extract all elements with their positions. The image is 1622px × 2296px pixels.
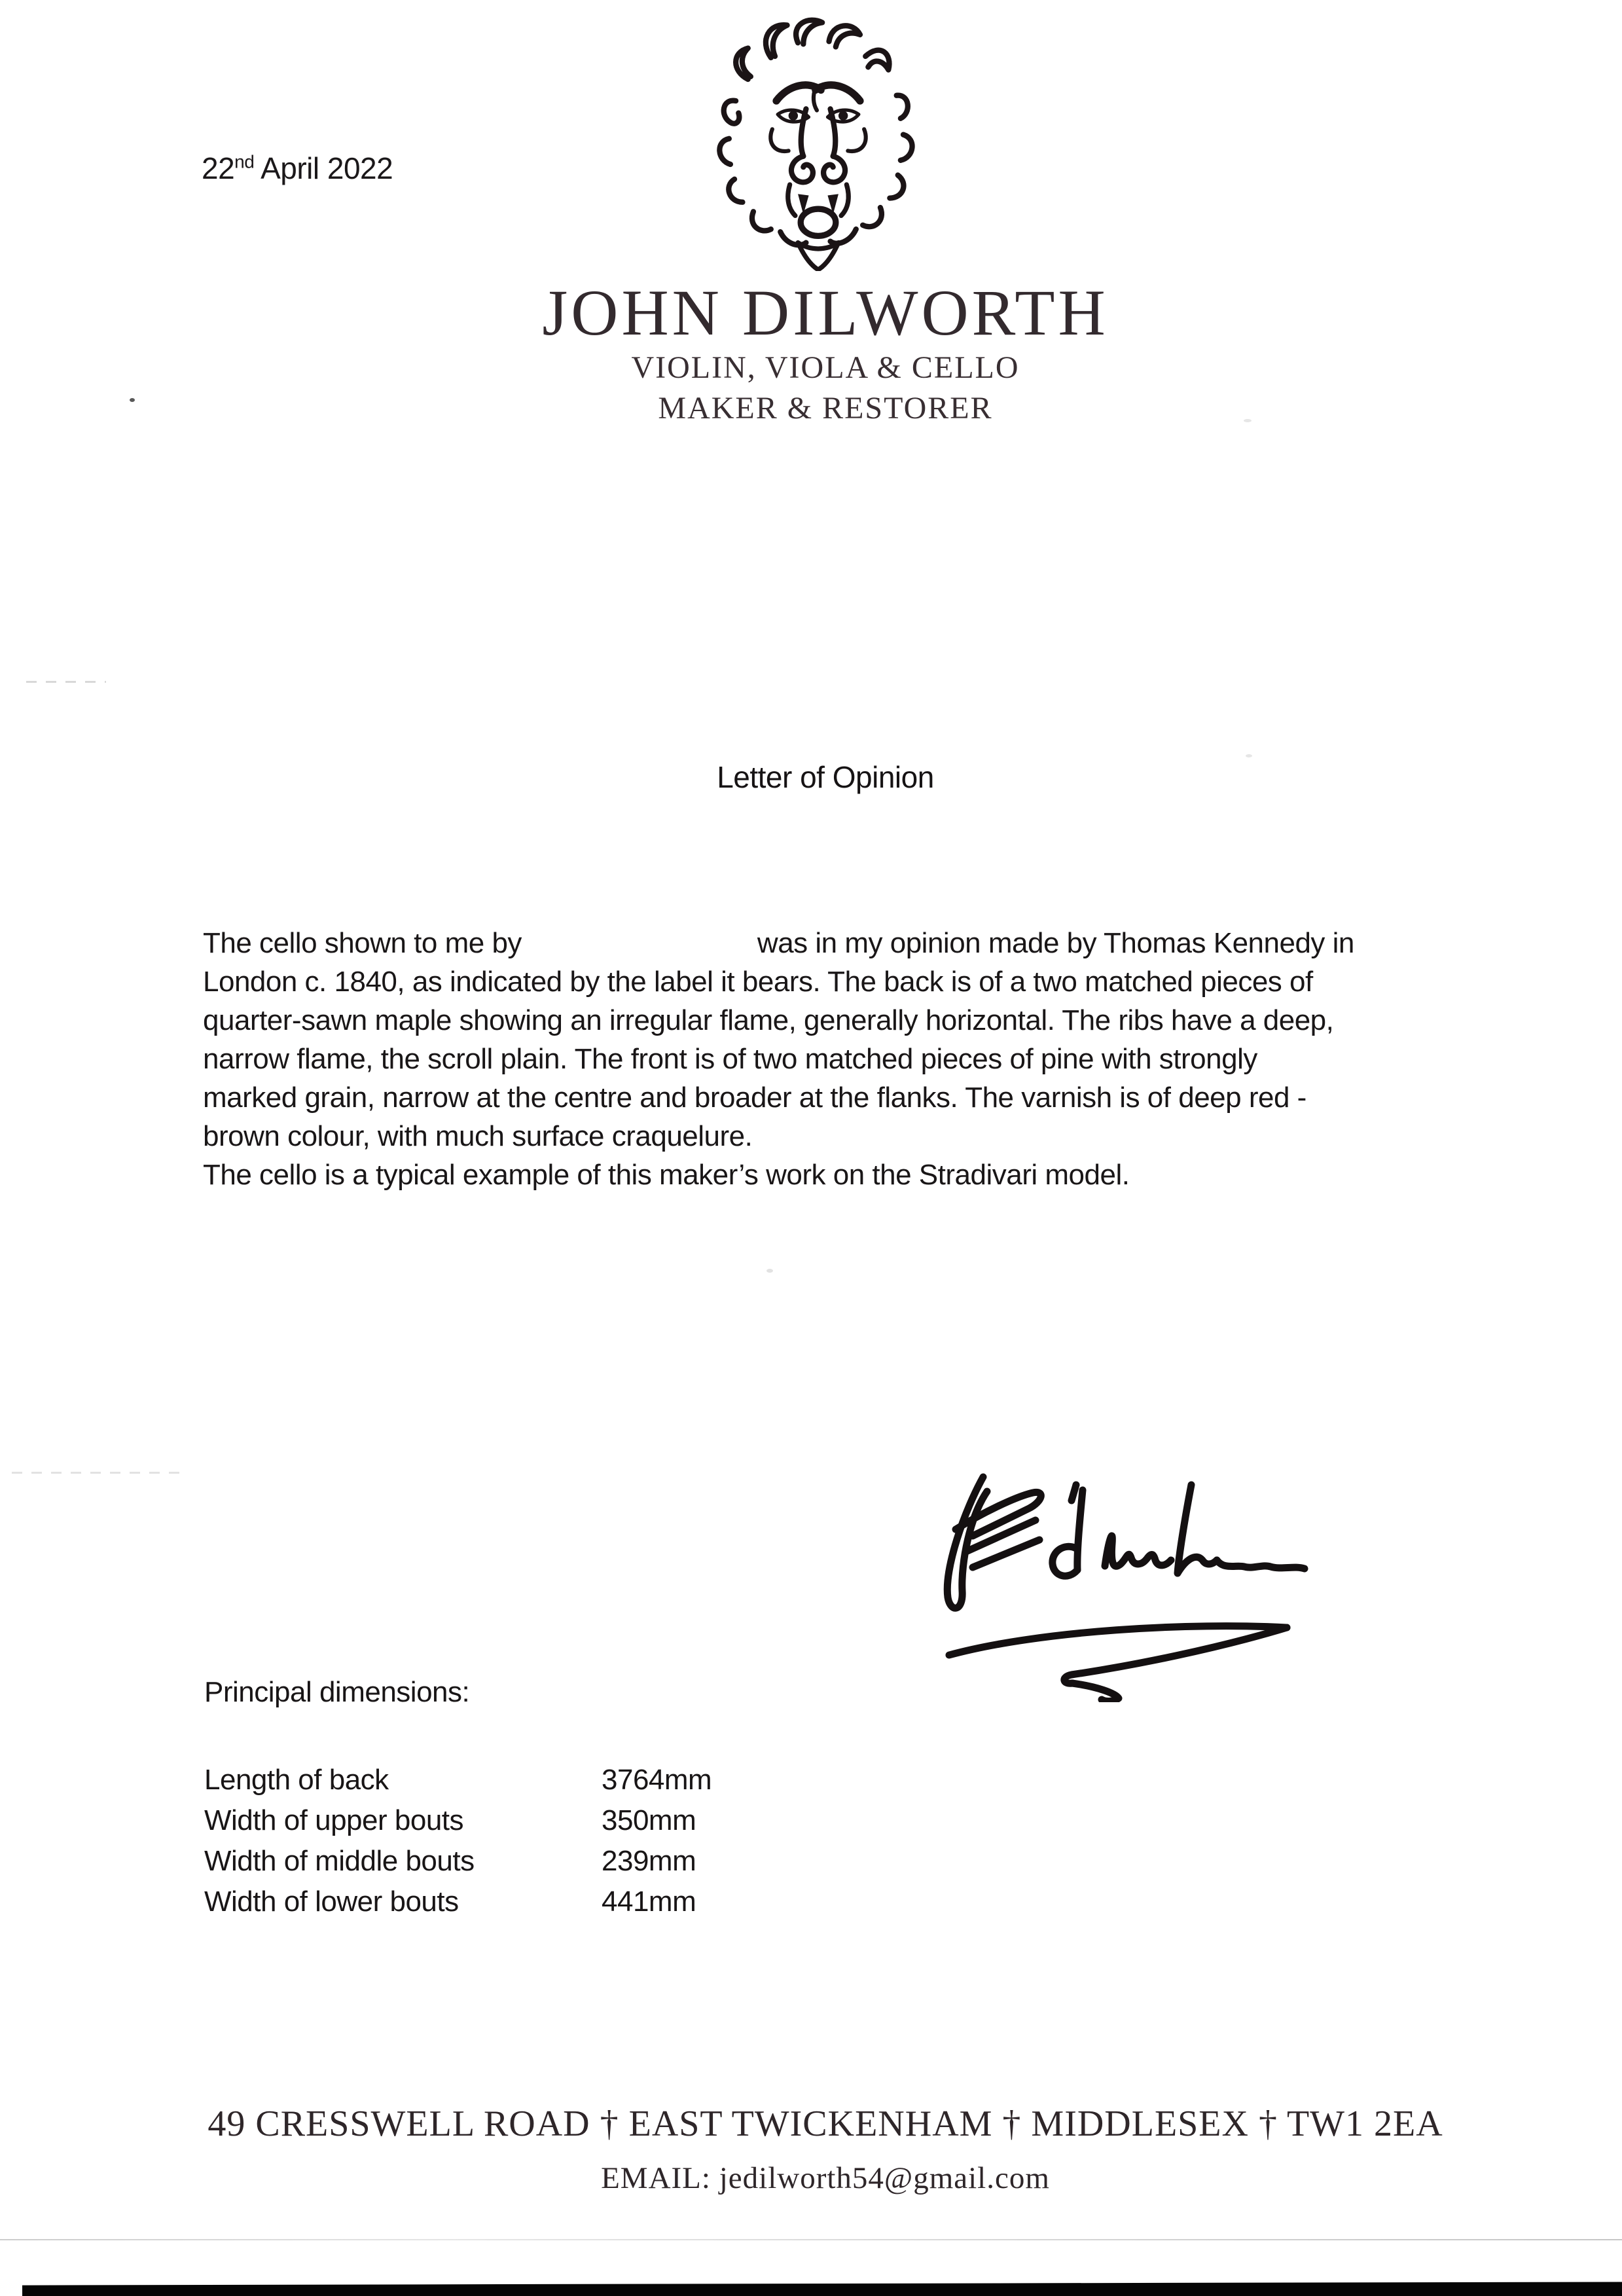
body-line: quarter-sawn maple showing an irregular flame, generally horizontal. The ribs have a deep, (203, 1004, 1334, 1036)
body-line (203, 927, 1499, 962)
brand-subtitle-2: MAKER & RESTORER (658, 391, 993, 426)
dimension-value: 441mm (602, 1886, 696, 1918)
scan-speck (1246, 754, 1252, 757)
body-line: brown colour, with much surface craquelure. (203, 1120, 753, 1152)
letter-date (202, 151, 393, 186)
dimension-row (204, 1886, 1121, 1921)
date-ordinal-superscript: nd (234, 151, 255, 172)
letter-heading: Letter of Opinion (717, 760, 934, 794)
dimension-value: 239mm (602, 1845, 696, 1877)
brand-name: JOHN DILWORTH (542, 276, 1109, 349)
scan-speck (766, 1269, 773, 1273)
dimension-label: Width of upper bouts (204, 1804, 464, 1836)
dimension-label: Length of back (204, 1764, 389, 1796)
dimension-value: 350mm (602, 1804, 696, 1836)
dimension-value: 3764mm (602, 1764, 712, 1796)
dimensions-heading: Principal dimensions: (204, 1676, 470, 1708)
date-day: 22 (202, 151, 235, 185)
dimension-row (204, 1804, 1121, 1840)
signature-icon (910, 1467, 1322, 1702)
body-line: The cello is a typical example of this maker’s work on the Stradivari model. (203, 1159, 1130, 1191)
dimension-label: Width of lower bouts (204, 1886, 459, 1918)
scan-bottom-line (0, 2239, 1622, 2240)
scan-dash-artifact (12, 1472, 189, 1474)
handwritten-signature (910, 1467, 1322, 1702)
body-line1-pre: The cello shown to me by (203, 927, 522, 959)
date-rest: April 2022 (254, 151, 393, 185)
body-line: narrow flame, the scroll plain. The front is of two matched pieces of pine with strongly (203, 1043, 1257, 1075)
footer-address: 49 CRESSWELL ROAD † EAST TWICKENHAM † MIDDLESEX † TW1 2EA (207, 2104, 1443, 2144)
footer-email-address: jedilworth54@gmail.com (719, 2161, 1050, 2195)
lion-head-icon (695, 14, 941, 271)
body-line: marked grain, narrow at the centre and broader at the flanks. The varnish is of deep red - (203, 1082, 1307, 1114)
dimension-row (204, 1764, 1121, 1799)
lion-head-logo (695, 14, 941, 271)
brand-subtitle-1: VIOLIN, VIOLA & CELLO (631, 350, 1020, 385)
scan-dash-artifact (26, 681, 106, 683)
body-line1-post: was in my opinion made by Thomas Kennedy in (757, 927, 1354, 959)
scan-speck (1244, 419, 1252, 422)
scan-edge-bar (22, 2282, 1622, 2296)
footer-email-label: EMAIL: (601, 2161, 711, 2195)
dimension-row (204, 1845, 1121, 1880)
footer-email (29, 2160, 1622, 2196)
body-line: London c. 1840, as indicated by the label it bears. The back is of a two matched pieces of (203, 966, 1313, 998)
redacted-name-gap (522, 952, 757, 953)
dimension-label: Width of middle bouts (204, 1845, 475, 1877)
scan-speck (130, 398, 135, 402)
